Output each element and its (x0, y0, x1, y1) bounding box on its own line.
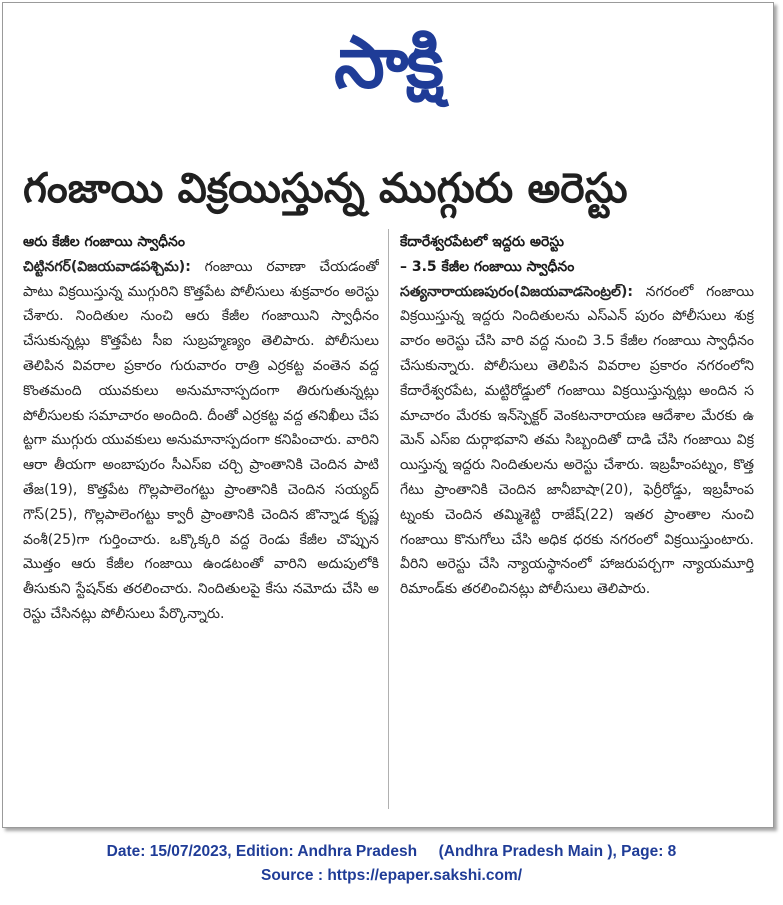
column-divider (388, 229, 389, 809)
left-body-text: గంజాయి రవాణా చేయడంతో పాటు విక్రయిస్తున్న ముగ్గురిని కొత్తపేట పోలీసులు శుక్రవారం అరెస్టు చేశారు. నిందితుల నుంచి ఆరు కేజీల గంజాయిని స్వాధీనం చేసుకున్నట్లు కొత్తపేట సీఐ సుబ్రహ్మణ్యం తెలిపారు. పోలీసులు తెలిపిన వివరాల ప్రకారం గురువారం రాత్రి ఎర్రకట్ట వంతెన వద్ద కొంతమంది యువకులు అనుమానాస్పదంగా తిరుగుతున్నట్లు పోలీసులకు సమాచారం అందింది. దీంతో ఎర్రకట్ట వద్ద తనిఖీలు చేపట్టగా ముగ్గురు యువకులు అనుమానాస్పదంగా కనిపించారు. వారిని ఆరా తీయగా అంబాపురం సీఎస్ఐ చర్చి ప్రాంతానికి చెందిన పాటి తేజ(19), కొత్తపేట గొల్లపాలెంగట్టు ప్రాంతానికి చెందిన సయ్యద్ గౌస్(25), గొల్లపాలెంగట్టు క్వారీ ప్రాంతానికి చెందిన జొన్నాడ కృష్ణవంశీ(25)గా గుర్తించారు. ఒక్కొక్కరి వద్ద రెండు కేజీల చొప్పున మొత్తం ఆరు కేజీల గంజాయి ఉండటంతో వారిని అదుపులోకి తీసుకుని స్టేషన్‌కు తరలించారు. నిందితులపై కేసు నమోదు చేసి అరెస్టు చేసినట్లు పోలీసులు పేర్కొన్నారు. (23, 258, 379, 622)
right-article-body (400, 280, 754, 602)
right-body-text: నగరంలో గంజాయి విక్రయిస్తున్న ఇద్దరు నిందితులను ఎస్ఎన్ పురం పోలీసులు శుక్రవారం అరెస్టు చేసి వారి వద్ద నుంచి 3.5 కేజీల గంజాయి స్వాధీనం చేసుకున్నారు. పోలీసులు తెలిపిన వివరాల ప్రకారం నగరంలోని కేదారేశ్వరపేట, మట్టిరోడ్డులో గంజాయి విక్రయిస్తున్నట్లు అందిన సమాచారం మేరకు ఇన్‌స్పెక్టర్ వెంకటనారాయణ ఆదేశాల మేరకు ఉమెన్ ఎస్ఐ దుర్గాభవాని తమ సిబ్బందితో దాడి చేసి గంజాయి విక్రయిస్తున్న ఇద్దరు నిందితులను అరెస్టు చేశారు. ఇబ్రహీంపట్నం, కొత్తగేటు ప్రాంతానికి చెందిన జానీబాషా(20), ఫెర్రీరోడ్డు, ఇబ్రహీంపట్నంకు చెందిన తమ్మిశెట్టి రాజేష్(22) ఇతర ప్రాంతాల నుంచి గంజాయి కొనుగోలు చేసి అధిక ధరకు నగరంలో విక్రయిస్తుంటారు. వీరిని అరెస్టు చేసి న్యాయస్థానంలో హాజరుపర్చగా న్యాయమూర్తి రిమాండ్‌కు తరలించినట్లు పోలీసులు తెలిపారు. (400, 283, 754, 598)
left-subheading: ఆరు కేజీల గంజాయి స్వాధీనం (23, 234, 185, 250)
left-dateline: చిట్టినగర్(విజయవాడపశ్చిమ): (23, 258, 191, 275)
right-subheading-1: కేదారేశ్వరపేటలో ఇద్దరు అరెస్టు (400, 234, 565, 250)
masthead-logo: సాక్షి (334, 20, 442, 104)
left-article-body (23, 255, 379, 627)
newspaper-clipping (2, 2, 774, 828)
source-footer (0, 840, 783, 888)
article-left-column (23, 230, 379, 815)
source-link[interactable]: Source : https://epaper.sakshi.com/ (261, 867, 522, 884)
headline: గంజాయి విక్రయిస్తున్న ముగ్గురు అరెస్టు (23, 164, 628, 212)
right-dateline: సత్యనారాయణపురం(విజయవాడసెంట్రల్): (400, 283, 633, 300)
article-right-column (400, 230, 754, 815)
right-subheading-2: – 3.5 కేజీల గంజాయి స్వాధీనం (400, 258, 575, 275)
edition-info: Date: 15/07/2023, Edition: Andhra Pradesh (Andhra Pradesh Main ), Page: 8 (106, 843, 677, 860)
